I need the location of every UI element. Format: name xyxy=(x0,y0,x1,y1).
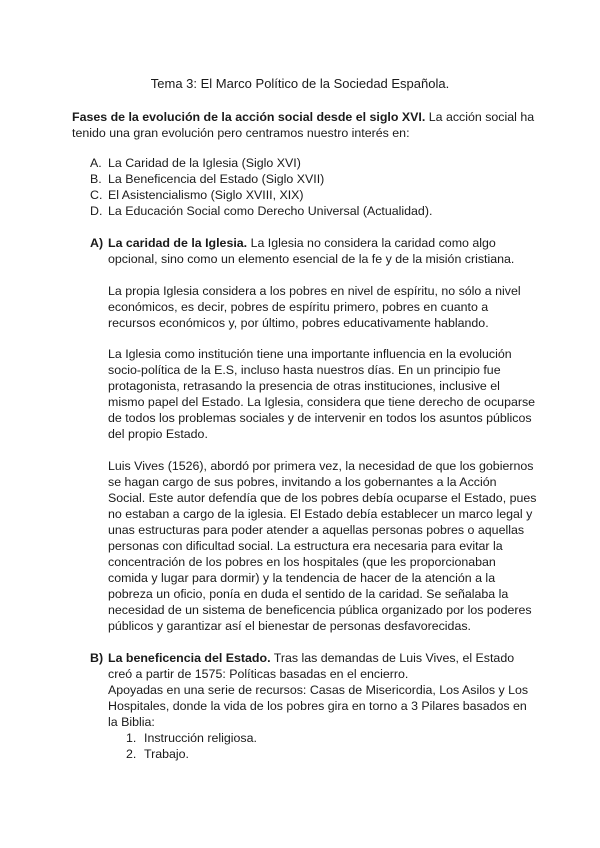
phase-item: La Caridad de la Iglesia (Siglo XVI) xyxy=(108,156,301,170)
paragraph-line: unas estructuras para poder atender a aquellas personas pobres o aquellas xyxy=(108,523,525,537)
paragraph-line: comida y lugar para dormir) y la tendencia de hacer de la atención a la xyxy=(108,571,496,585)
phase-item: El Asistencialismo (Siglo XVIII, XIX) xyxy=(108,188,304,202)
pillar-item: Instrucción religiosa. xyxy=(144,731,257,745)
paragraph-line: protagonista, retrasando la presencia de otras instituciones, inclusive el xyxy=(108,379,500,393)
phase-marker: C. xyxy=(90,188,103,202)
paragraph-line: la Biblia: xyxy=(108,715,155,729)
phase-item: La Educación Social como Derecho Universal (Actualidad). xyxy=(108,204,433,218)
paragraph-line: económicos, es decir, pobres de espíritu primero, pobres en cuanto a xyxy=(108,300,489,314)
paragraph-line: socio-política de la E.S, incluso hasta nuestros días. En un principio fue xyxy=(108,363,501,377)
paragraph-line: Apoyadas en una serie de recursos: Casas de Misericordia, Los Asilos y Los xyxy=(108,683,529,697)
paragraph-line: La Iglesia como institución tiene una importante influencia en la evolución xyxy=(108,347,512,361)
section-b-heading-line-1: La beneficencia del Estado. Tras las demandas de Luis Vives, el Estado xyxy=(108,651,515,665)
paragraph-line: del propio Estado. xyxy=(108,427,208,441)
phase-marker: D. xyxy=(90,204,103,218)
intro-line-2: tenido una gran evolución pero centramos nuestro interés en: xyxy=(72,126,410,140)
paragraph-line: concentración de los pobres en los hospitales (que les proporcionaban xyxy=(108,555,496,569)
paragraph-line: La propia Iglesia considera a los pobres en nivel de espíritu, no sólo a nivel xyxy=(108,284,521,298)
paragraph-line: Social. Este autor defendía que de los pobres debía ocuparse el Estado, pues xyxy=(108,491,537,505)
section-a-heading-line-2: opcional, sino como un elemento esencial de la fe y de la misión cristiana. xyxy=(108,252,515,266)
intro-line-1 xyxy=(72,109,534,125)
intro-rest: La acción social ha xyxy=(425,110,535,124)
paragraph-line: mismo papel del Estado. La Iglesia, considera que tiene derecho de ocuparse xyxy=(108,395,536,409)
pillar-marker: 1. xyxy=(126,731,137,745)
pillar-marker: 2. xyxy=(126,747,137,761)
paragraph-line: no estaban a cargo de la iglesia. El Estado debía establecer un marco legal y xyxy=(108,507,533,521)
paragraph-line: se hagan cargo de sus pobres, invitando a los gobernantes a la Acción xyxy=(108,475,497,489)
paragraph-line: Luis Vives (1526), abordó por primera vez, la necesidad de que los gobiernos xyxy=(108,459,534,473)
intro-bold: Fases de la evolución de la acción social desde el siglo XVI. xyxy=(72,110,426,124)
section-b-heading: La beneficencia del Estado. xyxy=(108,651,271,665)
section-b-heading-line-2: creó a partir de 1575: Políticas basadas en el encierro. xyxy=(108,667,409,681)
paragraph-line: de todos los problemas sociales y de intervenir en todos los asuntos públicos xyxy=(108,411,532,425)
phase-marker: B. xyxy=(90,172,102,186)
section-b-marker: B) xyxy=(90,651,104,665)
paragraph-line: personas con dificultad social. La estructura era necesaria para evitar la xyxy=(108,539,503,553)
paragraph-line: pobreza un oficio, ponía en duda el sentido de la caridad. Se señalaba la xyxy=(108,587,509,601)
phase-marker: A. xyxy=(90,156,102,170)
section-a-heading: La caridad de la Iglesia. xyxy=(108,236,248,250)
section-a-heading-line-1: La caridad de la Iglesia. La Iglesia no considera la caridad como algo xyxy=(108,236,496,250)
section-a-marker: A) xyxy=(90,236,104,250)
paragraph-line: necesidad de un sistema de beneficencia pública organizado por los poderes xyxy=(108,603,532,617)
paragraph-line: Hospitales, donde la vida de los pobres gira en torno a 3 Pilares basados en xyxy=(108,699,527,713)
pillar-item: Trabajo. xyxy=(144,747,189,761)
document-title: Tema 3: El Marco Político de la Sociedad Española. xyxy=(150,76,450,91)
phase-item: La Beneficencia del Estado (Siglo XVII) xyxy=(108,172,325,186)
paragraph-line: recursos económicos y, por último, pobres educativamente hablando. xyxy=(108,316,489,330)
paragraph-line: públicos y garantizar así el bienestar de personas desfavorecidas. xyxy=(108,619,471,633)
